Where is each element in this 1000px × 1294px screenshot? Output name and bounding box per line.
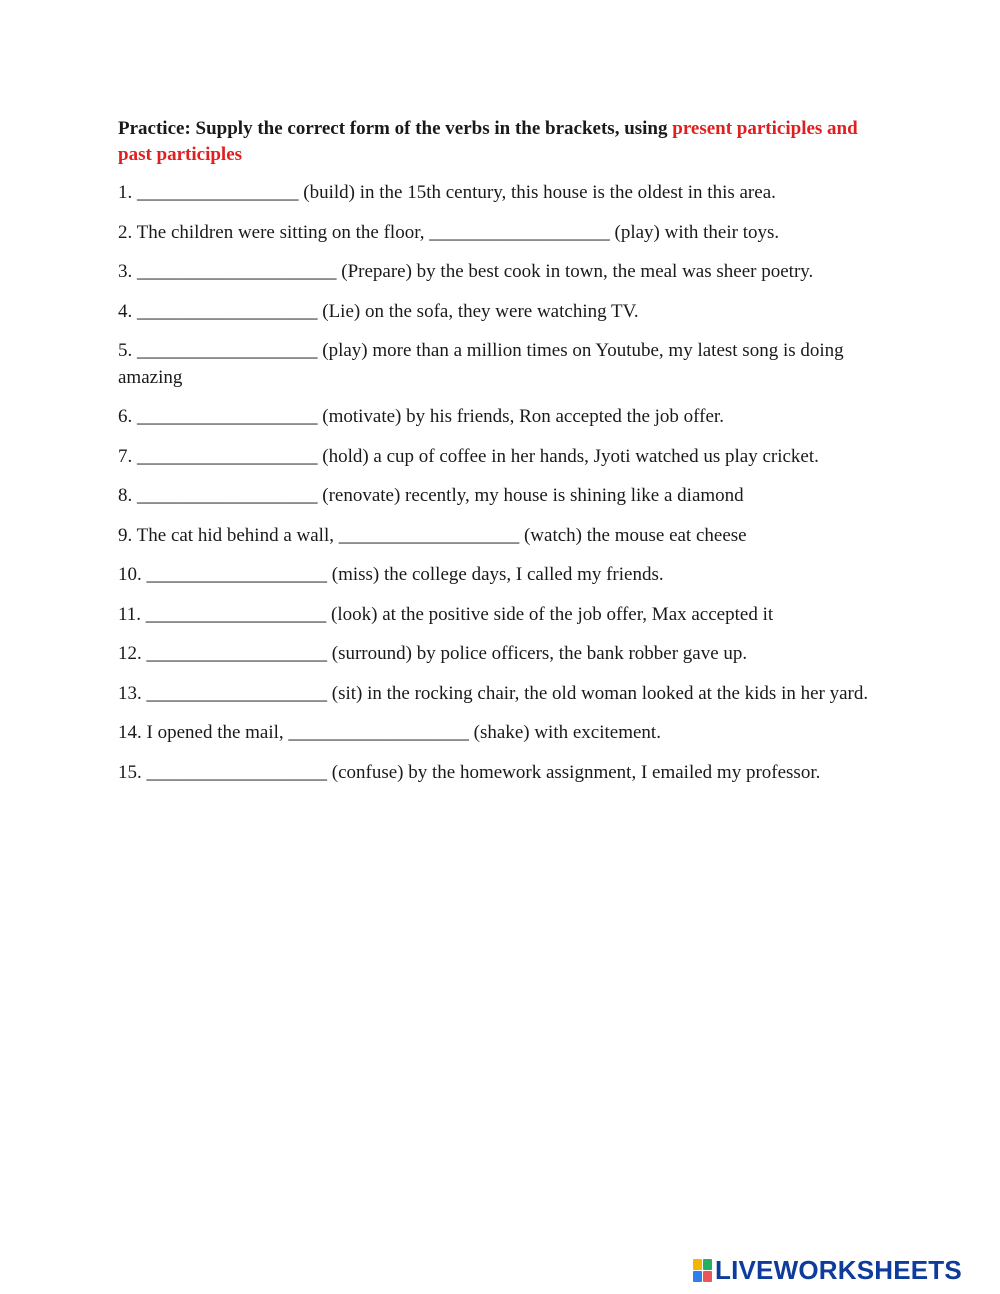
- question-2: 2. The children were sitting on the floor, ___________________ (play) with their toys.: [118, 221, 780, 243]
- logo-square-2: [703, 1259, 712, 1270]
- logo-square-4: [703, 1271, 712, 1282]
- question-11: 11. ___________________ (look) at the positive side of the job offer, Max accepted it: [118, 603, 774, 625]
- logo-text: LIVEWORKSHEETS: [715, 1254, 962, 1285]
- question-1: 1. _________________ (build) in the 15th century, this house is the oldest in this area.: [118, 182, 776, 203]
- question-15: 15. ___________________ (confuse) by the homework assignment, I emailed my professor.: [118, 761, 821, 783]
- instruction-heading: [118, 116, 888, 168]
- question-3: 3. _____________________ (Prepare) by the best cook in town, the meal was sheer poetry.: [118, 261, 814, 282]
- question-13: 13. ___________________ (sit) in the rocking chair, the old woman looked at the kids in her yard.: [118, 682, 869, 704]
- logo-square-1: [693, 1259, 702, 1270]
- question-4: 4. ___________________ (Lie) on the sofa, they were watching TV.: [118, 300, 639, 322]
- question-6: 6. ___________________ (motivate) by his friends, Ron accepted the job offer.: [118, 406, 724, 427]
- question-8: 8. ___________________ (renovate) recently, my house is shining like a diamond: [118, 485, 744, 506]
- question-12: 12. ___________________ (surround) by police officers, the bank robber gave up.: [118, 643, 748, 664]
- question-10: 10. ___________________ (miss) the college days, I called my friends.: [118, 564, 664, 585]
- question-5: 5. ___________________ (play) more than a million times on Youtube, my latest song is doing amazing: [118, 340, 844, 388]
- instruction-prefix: Practice: Supply the correct form of the verbs in the brackets, using: [118, 118, 673, 139]
- worksheet: [118, 116, 888, 799]
- liveworksheets-logo-icon: [693, 1259, 712, 1282]
- liveworksheets-logo[interactable]: [693, 1255, 962, 1285]
- question-9: 9. The cat hid behind a wall, ___________________ (watch) the mouse eat cheese: [118, 524, 747, 546]
- question-list: [118, 180, 888, 786]
- question-14: 14. I opened the mail, ___________________ (shake) with excitement.: [118, 722, 661, 743]
- instruction-highlight: present participles and past participles: [118, 118, 858, 165]
- question-7: 7. ___________________ (hold) a cup of coffee in her hands, Jyoti watched us play cricket.: [118, 445, 819, 467]
- logo-square-3: [693, 1271, 702, 1282]
